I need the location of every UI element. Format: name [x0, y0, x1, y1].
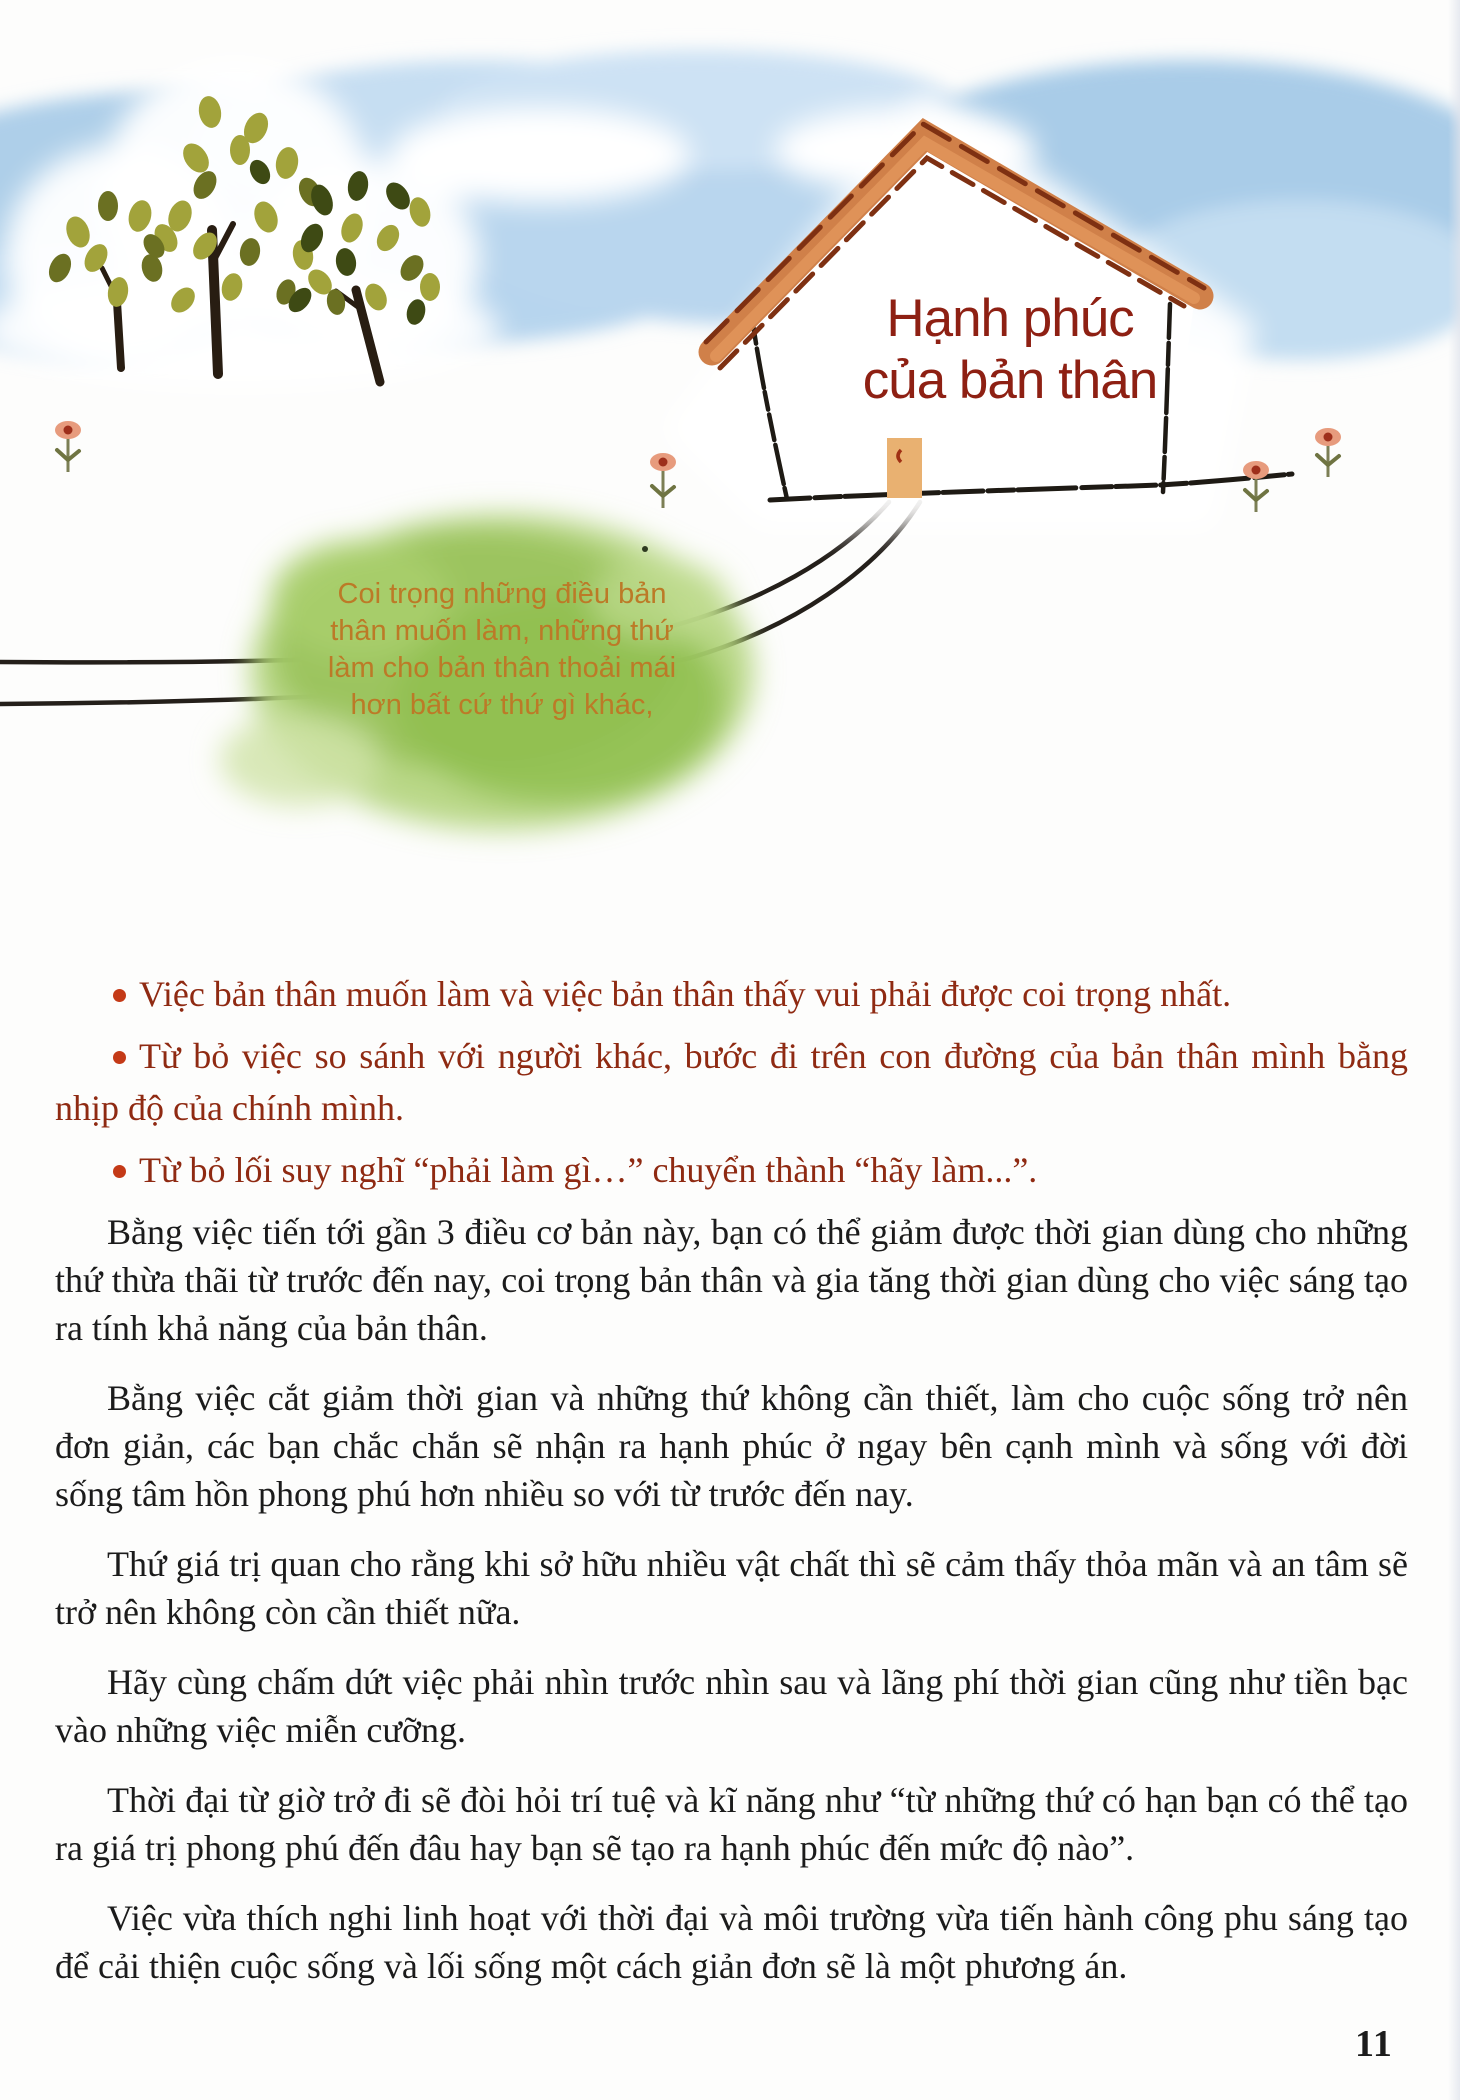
- body-paragraph: Thứ giá trị quan cho rằng khi sở hữu nhiều vật chất thì sẽ cảm thấy thỏa mãn và an tâm sẽ trở nên không còn cần thiết nữa.: [55, 1544, 1408, 1632]
- bullet-dot-icon: [113, 1165, 126, 1178]
- body-paragraph: Hãy cùng chấm dứt việc phải nhìn trước nhìn sau và lãng phí thời gian cũng như tiền bạc vào những việc miễn cưỡng.: [55, 1662, 1408, 1750]
- house-door: [887, 438, 922, 498]
- page-edge-shadow: [1448, 0, 1460, 2100]
- blob-caption-line: làm cho bản thân thoải mái: [327, 652, 677, 684]
- page-number: 11: [1355, 2023, 1393, 2065]
- chapter-title: [760, 288, 1260, 412]
- bullet-text: Từ bỏ việc so sánh với người khác, bước đi trên con đường của bản thân mình bằng nhịp độ của chính mình.: [55, 1036, 1408, 1128]
- chapter-title-line2: của bản thân: [862, 351, 1158, 410]
- blob-caption-line: hơn bất cứ thứ gì khác,: [350, 689, 654, 721]
- chapter-title-line1: Hạnh phúc: [886, 289, 1134, 348]
- bullet-item: [55, 968, 1408, 1020]
- bullet-text: Việc bản thân muốn làm và việc bản thân thấy vui phải được coi trọng nhất.: [139, 974, 1232, 1014]
- blob-caption: [262, 576, 742, 724]
- body-paragraph: Bằng việc tiến tới gần 3 điều cơ bản này, bạn có thể giảm được thời gian dùng cho những thứ thừa thãi từ trước đến nay, coi trọng bản thân và gia tăng thời gian dùng cho việc sáng tạo ra tính khả năng của bản thân.: [55, 1212, 1408, 1348]
- blob-caption-line: thân muốn làm, những thứ: [330, 615, 674, 647]
- bullet-item: [55, 1030, 1408, 1134]
- bullet-item: [55, 1144, 1408, 1196]
- bullet-text: Từ bỏ lối suy nghĩ “phải làm gì…” chuyển thành “hãy làm...”.: [139, 1150, 1038, 1190]
- body-paragraph: Bằng việc cắt giảm thời gian và những thứ không cần thiết, làm cho cuộc sống trở nên đơn giản, các bạn chắc chắn sẽ nhận ra hạnh phúc ở ngay bên cạnh mình và sống với đời sống tâm hồn phong phú hơn nhiều so với từ trước đến nay.: [55, 1378, 1408, 1514]
- body-paragraph: Thời đại từ giờ trở đi sẽ đòi hỏi trí tuệ và kĩ năng như “từ những thứ có hạn bạn có thể tạo ra giá trị phong phú đến đâu hay bạn sẽ tạo ra hạnh phúc đến mức độ nào”.: [55, 1780, 1408, 1868]
- ink-dot: [642, 546, 648, 552]
- flower-icon: [650, 453, 676, 508]
- blob-caption-line: Coi trọng những điều bản: [337, 578, 667, 610]
- bullet-list: [55, 968, 1408, 1196]
- flower-icon: [1243, 461, 1269, 512]
- bullet-dot-icon: [113, 989, 126, 1002]
- watercolor-illustration: [0, 0, 1460, 880]
- flower-icon: [1315, 428, 1341, 477]
- flower-icon: [55, 421, 81, 472]
- bullet-dot-icon: [113, 1051, 126, 1064]
- paragraphs: [55, 1208, 1408, 1990]
- body-text: [55, 968, 1408, 2012]
- body-paragraph: Việc vừa thích nghi linh hoạt với thời đại và môi trường vừa tiến hành công phu sáng tạo để cải thiện cuộc sống và lối sống một cách giản đơn sẽ là một phương án.: [55, 1898, 1408, 1986]
